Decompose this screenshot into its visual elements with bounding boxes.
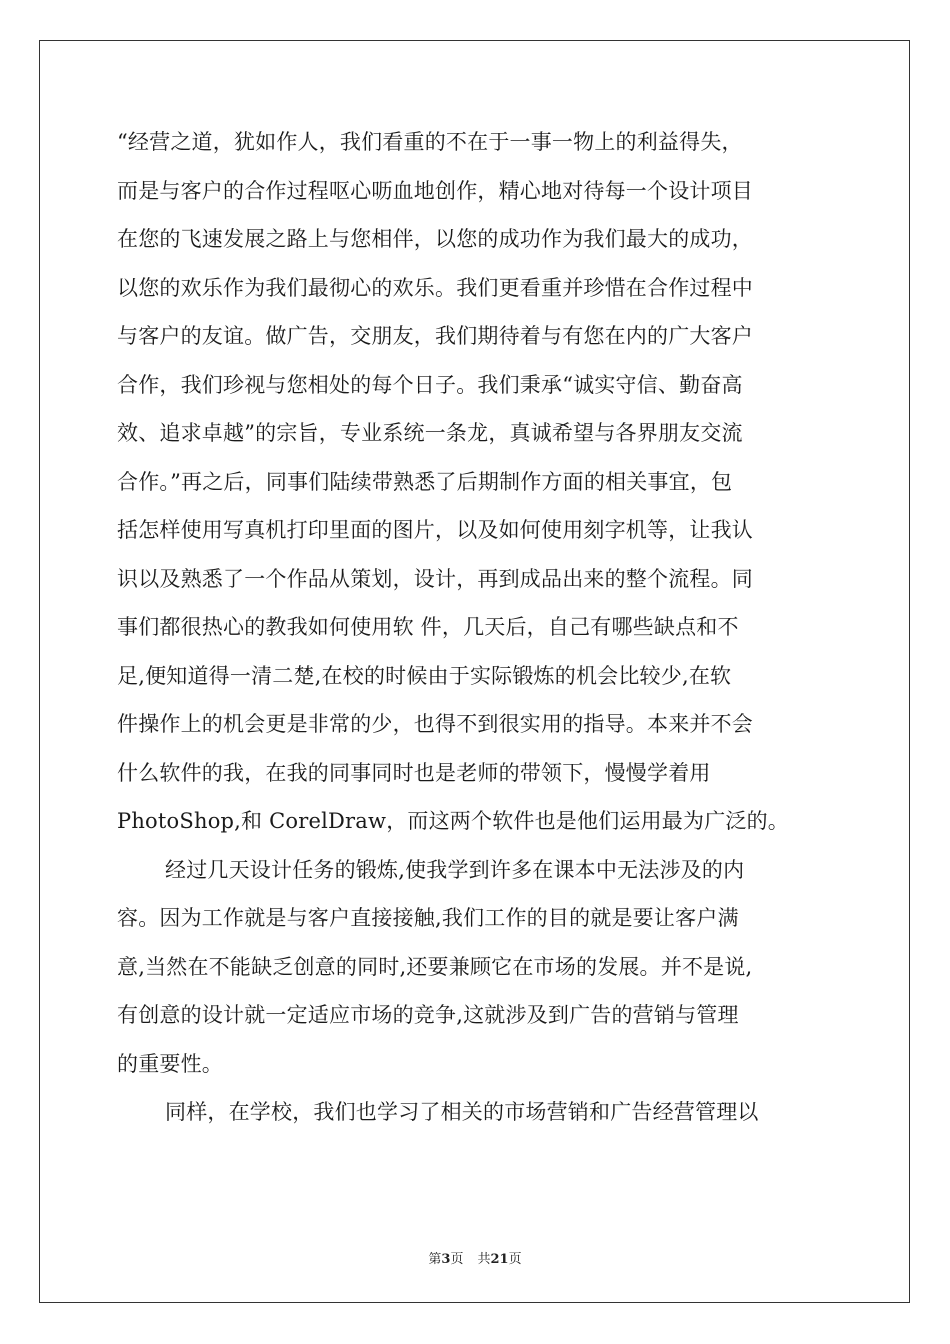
text-line: 有创意的设计就一定适应市场的竞争,这就涉及到广告的营销与管理 — [117, 1003, 739, 1027]
text-line: 容。因为工作就是与客户直接接触,我们工作的目的就是要让客户满 — [117, 906, 739, 930]
text-line: 与客户的友谊。做广告，交朋友，我们期待着与有您在内的广大客户 — [117, 324, 753, 348]
document-body — [117, 118, 837, 1137]
total-suffix: 页 — [508, 1252, 522, 1267]
text-line: 括怎样使用写真机打印里面的图片，以及如何使用刻字机等，让我认 — [117, 518, 753, 542]
total-pages-indicator — [477, 1248, 521, 1267]
page-number: 3 — [441, 1252, 451, 1267]
total-prefix: 共 — [477, 1252, 491, 1267]
text-line: 而是与客户的合作过程呕心呖血地创作，精心地对待每一个设计项目 — [117, 178, 753, 203]
text-line: 在您的飞速发展之路上与您相伴，以您的成功作为我们最大的成功， — [117, 227, 753, 251]
text-line: 合作，我们珍视与您相处的每个日子。我们秉承“诚实守信、勤奋高 — [117, 372, 743, 397]
text-line: 合作。”再之后，同事们陆续带熟悉了后期制作方面的相关事宜，包 — [117, 469, 733, 494]
text-line: 意,当然在不能缺乏创意的同时,还要兼顾它在市场的发展。并不是说, — [117, 954, 753, 979]
text-line: 效、追求卓越”的宗旨，专业系统一条龙，真诚希望与各界朋友交流 — [117, 421, 743, 445]
page-suffix: 页 — [450, 1252, 464, 1267]
text-line: 的重要性。 — [117, 1051, 223, 1076]
page-indicator — [428, 1248, 463, 1267]
text-line: “经营之道，犹如作人，我们看重的不在于一事一物上的利益得失， — [117, 130, 743, 154]
text-line: 足,便知道得一清二楚,在校的时候由于实际锻炼的机会比较少,在软 — [117, 663, 732, 688]
paragraph-first-line: 同样，在学校，我们也学习了相关的市场营销和广告经营管理以 — [165, 1100, 759, 1124]
total-pages-number: 21 — [490, 1252, 509, 1267]
page-footer — [0, 1248, 950, 1267]
text-line: 什么软件的我，在我的同事同时也是老师的带领下，慢慢学着用 — [117, 760, 711, 785]
text-line: PhotoShop,和 CorelDraw，而这两个软件也是他们运用最为广泛的。 — [117, 809, 789, 833]
text-line: 以您的欢乐作为我们最彻心的欢乐。我们更看重并珍惜在合作过程中 — [117, 275, 753, 300]
page-prefix: 第 — [428, 1252, 442, 1267]
paragraph-first-line: 经过几天设计任务的锻炼,使我学到许多在课本中无法涉及的内 — [165, 857, 745, 882]
text-line: 件操作上的机会更是非常的少，也得不到很实用的指导。本来并不会 — [117, 712, 753, 736]
text-line: 识以及熟悉了一个作品从策划，设计，再到成品出来的整个流程。同 — [117, 566, 753, 591]
text-line: 事们都很热心的教我如何使用软 件，几天后，自己有哪些缺点和不 — [117, 615, 739, 639]
